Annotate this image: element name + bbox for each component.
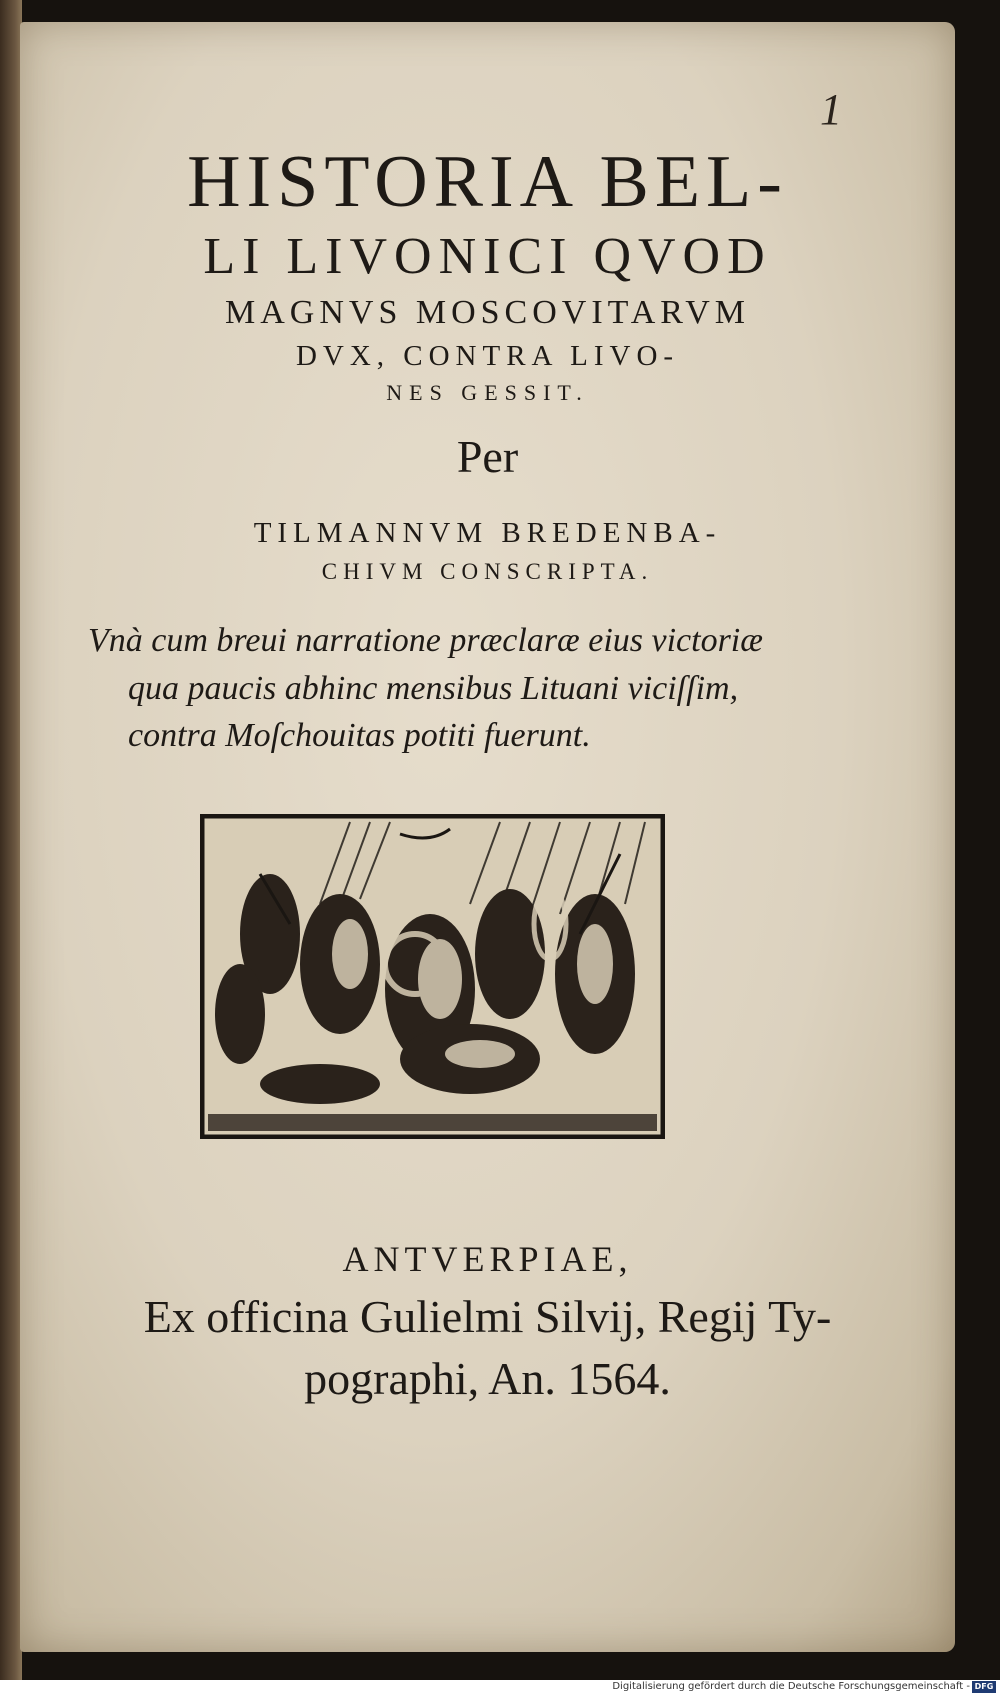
title-page <box>20 22 955 1652</box>
subtitle-line-3: contra Moſchouitas potiti fuerunt. <box>128 717 591 754</box>
imprint-place: ANTVERPIAE, <box>342 1239 633 1279</box>
title-line-5: NES GESSIT. <box>386 380 589 405</box>
shelfmark: 1 <box>820 85 842 134</box>
battle-woodcut-illustration <box>200 814 665 1139</box>
digitization-credit: Digitalisierung gefördert durch die Deutsche Forschungsgemeinschaft - <box>612 1681 970 1692</box>
title-line-4: DVX, CONTRA LIVO- <box>295 340 680 372</box>
author-line-2: CHIVM CONSCRIPTA. <box>321 559 654 584</box>
subtitle-line-1: Vnà cum breui narratione præclaræ eius victoriæ <box>88 622 763 659</box>
imprint-date-line: pographi, An. 1564. <box>304 1353 671 1404</box>
subtitle-line-2: qua paucis abhinc mensibus Lituani viciſſim, <box>128 670 739 707</box>
title-line-3: MAGNVS MOSCOVITARVM <box>225 294 750 331</box>
title-line-1: HISTORIA BEL- <box>187 141 788 223</box>
per-line: Per <box>456 431 519 482</box>
imprint-printer-line: Ex officina Gulielmi Silvij, Regij Ty- <box>143 1291 832 1342</box>
dfg-logo: DFG <box>972 1681 996 1693</box>
book-spine-edge <box>0 0 22 1680</box>
title-line-2: LI LIVONICI QVOD <box>203 228 772 285</box>
author-line-1: TILMANNVM BREDENBA- <box>253 517 722 549</box>
